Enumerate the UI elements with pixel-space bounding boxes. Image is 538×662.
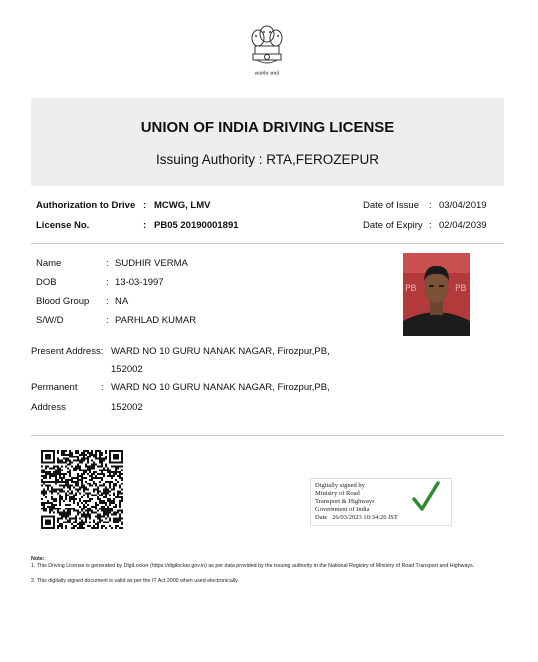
colon: : bbox=[429, 200, 432, 211]
header-banner bbox=[31, 98, 504, 186]
signature-line: Transport & Highways bbox=[315, 498, 375, 505]
colon: : bbox=[143, 200, 147, 211]
colon: : bbox=[101, 382, 104, 393]
date-of-issue-label: Date of Issue bbox=[363, 200, 419, 211]
permanent-address-label-2: Address bbox=[31, 402, 66, 413]
swd-value: PARHLAD KUMAR bbox=[115, 315, 197, 326]
dob-value: 13-03-1997 bbox=[115, 277, 164, 288]
signature-line: Digitally signed by bbox=[315, 482, 365, 489]
present-address-label: Present Address: bbox=[31, 346, 104, 357]
emblem-caption: सत्यमेव जयते bbox=[254, 71, 280, 77]
signature-line: Ministry of Road bbox=[315, 490, 360, 497]
colon: : bbox=[143, 220, 147, 231]
document-title: UNION OF INDIA DRIVING LICENSE bbox=[140, 119, 395, 136]
license-no-value: PB05 20190001891 bbox=[154, 220, 239, 231]
authorization-value: MCWG, LMV bbox=[154, 200, 211, 211]
present-address-line2: 152002 bbox=[111, 364, 143, 375]
note-heading: Note: bbox=[31, 556, 45, 562]
signature-date-label: Date bbox=[315, 514, 328, 521]
colon: : bbox=[106, 258, 109, 269]
divider bbox=[31, 243, 504, 244]
blood-group-label: Blood Group bbox=[36, 296, 90, 307]
colon: : bbox=[106, 277, 109, 288]
permanent-address-line2: 152002 bbox=[111, 402, 143, 413]
issuing-authority: Issuing Authority : RTA,FEROZEPUR bbox=[155, 152, 380, 167]
signature-date-value: 26/03/2023 10:34:26 IST bbox=[332, 514, 398, 521]
note-1: 1. This Driving License is generated by DigiLocker (https://digilocker.gov.in) as per data provided by the issuing authority in the National Registry of Ministry of Road Transport and Highways. bbox=[31, 563, 475, 569]
signature-line: Government of India bbox=[315, 506, 370, 513]
svg-text:PB: PB bbox=[405, 284, 417, 294]
name-value: SUDHIR VERMA bbox=[115, 258, 188, 269]
holder-photo bbox=[403, 253, 470, 336]
license-no-label: License No. bbox=[36, 220, 90, 231]
present-address-line1: WARD NO 10 GURU NANAK NAGAR, Firozpur,PB, bbox=[111, 346, 330, 357]
divider bbox=[31, 435, 504, 436]
date-of-issue-value: 03/04/2019 bbox=[439, 200, 487, 211]
colon: : bbox=[106, 315, 109, 326]
dob-label: DOB bbox=[36, 277, 57, 288]
date-of-expiry-label: Date of Expiry bbox=[363, 220, 423, 231]
swd-label: S/W/D bbox=[36, 315, 64, 326]
permanent-address-label: Permanent bbox=[31, 382, 78, 393]
blood-group-value: NA bbox=[115, 296, 129, 307]
name-label: Name bbox=[36, 258, 62, 269]
authorization-label: Authorization to Drive bbox=[36, 200, 136, 211]
qr-code bbox=[41, 450, 123, 529]
date-of-expiry-value: 02/04/2039 bbox=[439, 220, 487, 231]
note-2: 2. This digitally signed document is valid as per the IT Act 2000 when used electronically. bbox=[31, 578, 239, 584]
colon: : bbox=[429, 220, 432, 231]
digital-signature-box bbox=[310, 478, 452, 526]
check-icon bbox=[411, 481, 441, 513]
permanent-address-line1: WARD NO 10 GURU NANAK NAGAR, Firozpur,PB, bbox=[111, 382, 330, 393]
colon: : bbox=[106, 296, 109, 307]
svg-text:PB: PB bbox=[455, 284, 467, 294]
